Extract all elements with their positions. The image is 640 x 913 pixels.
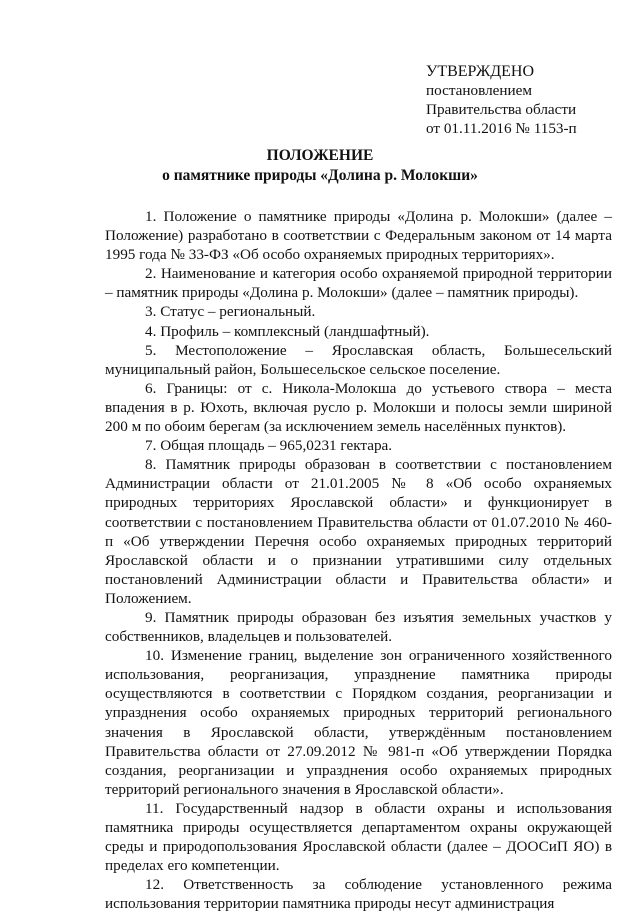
approval-line: Правительства области: [426, 101, 577, 118]
paragraph-3: 3. Статус – региональный.: [145, 303, 316, 321]
approval-date: от 01.11.2016 № 1153-п: [426, 120, 577, 137]
paragraph-1: 1. Положение о памятнике природы «Долина р. Молокши» (далее – Положение) разработано в соответствии с Федеральным законом от 14 марта 1995 года № 33-ФЗ «Об особо охраняемых природных территориях».: [105, 208, 612, 264]
paragraph-12: 12. Ответственность за соблюдение установленного режима использования территории памятника природы несут администрация: [105, 876, 612, 913]
approval-line: постановлением: [426, 82, 533, 99]
paragraph-2: 2. Наименование и категория особо охраняемой природной территории – памятник природы «Долина р. Молокши» (далее – памятник природы).: [105, 265, 612, 302]
document-body: [105, 207, 612, 913]
paragraph-7: 7. Общая площадь – 965,0231 гектара.: [145, 437, 393, 455]
paragraph-5: 5. Местоположение – Ярославская область, Большесельский муниципальный район, Большесельское сельское поселение.: [105, 341, 612, 378]
document-title: ПОЛОЖЕНИЕ: [266, 147, 374, 164]
paragraph-4: 4. Профиль – комплексный (ландшафтный).: [145, 322, 430, 340]
paragraph-11: 11. Государственный надзор в области охраны и использования памятника природы осуществляется департаментом охраны окружающей среды и природопользования Ярославской области (далее – ДООСиП ЯО) в пределах его компетенции.: [105, 799, 612, 875]
paragraph-10: 10. Изменение границ, выделение зон ограниченного хозяйственного использования, реорганизация, упразднение памятника природы осуществляются в соответствии с Порядком создания, реорганизации и упразднения особо охраняемых природных территорий регионального значения в Ярославской области, утверждённым постановлением Правительства области от 27.09.2012 № 981-п «Об утверждении Порядка создания, реорганизации и упразднения особо охраняемых природных территорий регионального значения в Ярославской области».: [105, 647, 612, 798]
paragraph-8: 8. Памятник природы образован в соответствии с постановлением Администрации области от 21.01.2005 № 8 «Об особо охраняемых природных территориях Ярославской области» и функционирует в соответствии с постановлением Правительства области от 01.07.2010 № 460-п «Об утверждении Перечня особо охраняемых природных территорий Ярославской области и о признании утратившими силу отдельных постановлений Администрации области и Правительства области» и Положением.: [105, 456, 612, 607]
approval-stamp: [426, 62, 577, 138]
document-subtitle: о памятнике природы «Долина р. Молокши»: [162, 167, 478, 184]
paragraph-9: 9. Памятник природы образован без изъятия земельных участков у собственников, владельцев и пользователей.: [105, 608, 612, 646]
paragraph-6: 6. Границы: от с. Никола-Молокша до устьевого створа – места впадения в р. Юхоть, включая русло р. Молокши и полосы земли шириной 200 м по обоим берегам (за исключением земель населённых пунктов).: [105, 379, 612, 436]
approval-heading: УТВЕРЖДЕНО: [426, 63, 535, 80]
